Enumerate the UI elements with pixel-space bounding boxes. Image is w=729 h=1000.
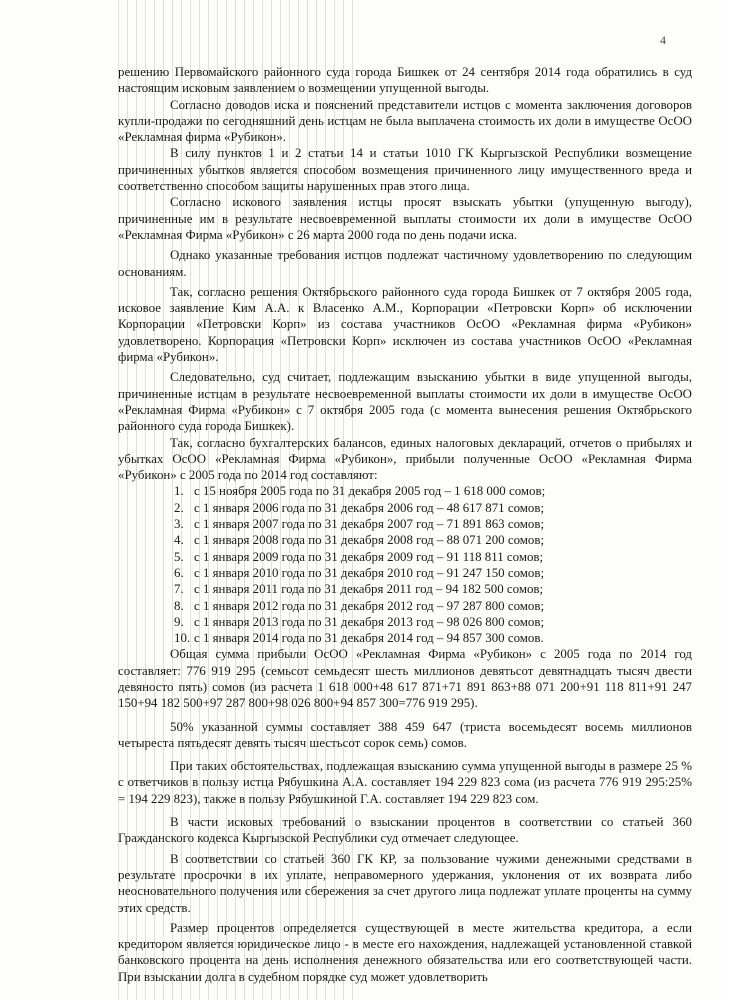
paragraph: 50% указанной суммы составляет 388 459 647 (триста восемьдесят восемь миллионов четыреста пятьдесят девять тысяч шестьсот сорок семь) сомов.: [118, 719, 692, 750]
page-number: 4: [660, 33, 666, 47]
list-item: 9. с 1 января 2013 года по 31 декабря 2013 год – 98 026 800 сомов;: [174, 614, 545, 629]
paragraph: Так, согласно бухгалтерских балансов, единых налоговых деклараций, отчетов о прибылях и убытках ОсОО «Рекламная Фирма «Рубикон», прибыли полученные ОсОО «Рекламная Фирма «Рубикон» с 2005 года по 2014 год составляют:: [118, 435, 692, 483]
list-item: 10. с 1 января 2014 года по 31 декабря 2014 год – 94 857 300 сомов.: [174, 631, 544, 646]
paragraph: Так, согласно решения Октябрьского районного суда города Бишкек от 7 октября 2005 года, исковое заявление Ким А.А. к Власенко А.М., Корпорации «Петровски Корп» об исключении Корпорации «Петровски Корп» из состава участников ОсОО «Рекламная фирма «Рубикон» удовлетворено. Корпорация «Петровски Корп» исключен из состава участников ОсОО «Рекламная фирма «Рубикон».: [118, 284, 692, 365]
paragraph: В соответствии со статьей 360 ГК КР, за пользование чужими денежными средствами в результате просрочки в их уплате, неправомерного удержания, уклонения от их возврата либо неосновательного получения или сбережения за счет другого лица подлежат уплате проценты на сумму этих средств.: [118, 851, 692, 915]
list-item: 1. с 15 ноября 2005 года по 31 декабря 2005 год – 1 618 000 сомов;: [174, 484, 546, 499]
list-item: 7. с 1 января 2011 года по 31 декабря 2011 год – 94 182 500 сомов;: [174, 582, 544, 597]
paragraph: Согласно доводов иска и пояснений представители истцов с момента заключения договоров купли-продажи по сегодняшний день истцам не была выплачена стоимость их доли в имуществе ОсОО «Рекламная фирма «Рубикон».: [118, 97, 692, 145]
document-body: [118, 64, 692, 985]
paragraph: Согласно искового заявления истцы просят взыскать убытки (упущенную выгоду), причиненные им в результате несвоевременной выплаты стоимости их доли в имуществе ОсОО «Рекламная Фирма «Рубикон» с 26 марта 2000 года по день подачи иска.: [118, 195, 692, 242]
paragraph: Общая сумма прибыли ОсОО «Рекламная Фирма «Рубикон» с 2005 года по 2014 год составляет: 776 919 295 (семьсот семьдесят шесть миллионов девятьсот девятнадцать тысяч двести девяносто пять) сомов (из расчета 1 618 000+48 617 871+71 891 863+88 071 200+91 118 811+91 247 150+94 182 500+97 287 800+98 026 800+94 857 300=776 919 295).: [118, 647, 692, 711]
list-item: 5. с 1 января 2009 года по 31 декабря 2009 год – 91 118 811 сомов;: [174, 549, 544, 564]
list-item: 8. с 1 января 2012 года по 31 декабря 2012 год – 97 287 800 сомов;: [174, 598, 545, 613]
paragraph: Размер процентов определяется существующей в месте жительства кредитора, а если кредитором является юридическое лицо - в месте его нахождения, надлежащей установленной ставкой банковского процента на день исполнения денежного обязательства или его соответствующей части. При взыскании долга в судебном порядке суд может удовлетворить: [118, 920, 692, 984]
profit-list: [118, 483, 692, 646]
paragraph: Следовательно, суд считает, подлежащим взысканию убытки в виде упущенной выгоды, причиненные истцам в результате несвоевременной выплаты стоимости их доли в имуществе ОсОО «Рекламная Фирма «Рубикон» с 7 октября 2005 года (с момента вынесения решения Октябрьского районного суда города Бишкек).: [118, 370, 692, 434]
list-item: 6. с 1 января 2010 года по 31 декабря 2010 год – 91 247 150 сомов;: [174, 565, 545, 580]
paragraph: В силу пунктов 1 и 2 статьи 14 и статьи 1010 ГК Кыргызской Республики возмещение причиненных убытков является способом возмещения причиненного лицу имущественного вреда и соответственно способом защиты нарушенных прав этого лица.: [118, 146, 692, 194]
paragraph: При таких обстоятельствах, подлежащая взысканию сумма упущенной выгоды в размере 25 % с ответчиков в пользу истца Рябушкина А.А. составляет 194 229 823 сома (из расчета 776 919 295:25% = 194 229 823), также в пользу Рябушкиной Г.А. составляет 194 229 823 сом.: [118, 759, 692, 806]
paragraph: Однако указанные требования истцов подлежат частичному удовлетворению по следующим основаниям.: [118, 248, 692, 279]
list-item: 4. с 1 января 2008 года по 31 декабря 2008 год – 88 071 200 сомов;: [174, 533, 545, 548]
paragraph: В части исковых требований о взыскании процентов в соответствии со статьей 360 Гражданского кодекса Кыргызской Республики суд отмечает следующее.: [118, 815, 692, 846]
list-item: 2. с 1 января 2006 года по 31 декабря 2006 год – 48 617 871 сомов;: [174, 500, 545, 515]
paragraph: решению Первомайского районного суда города Бишкек от 24 сентября 2014 года обратились в суд настоящим исковым заявлением о возмещении упущенной выгоды.: [118, 65, 692, 96]
list-item: 3. с 1 января 2007 года по 31 декабря 2007 год – 71 891 863 сомов;: [174, 517, 545, 532]
